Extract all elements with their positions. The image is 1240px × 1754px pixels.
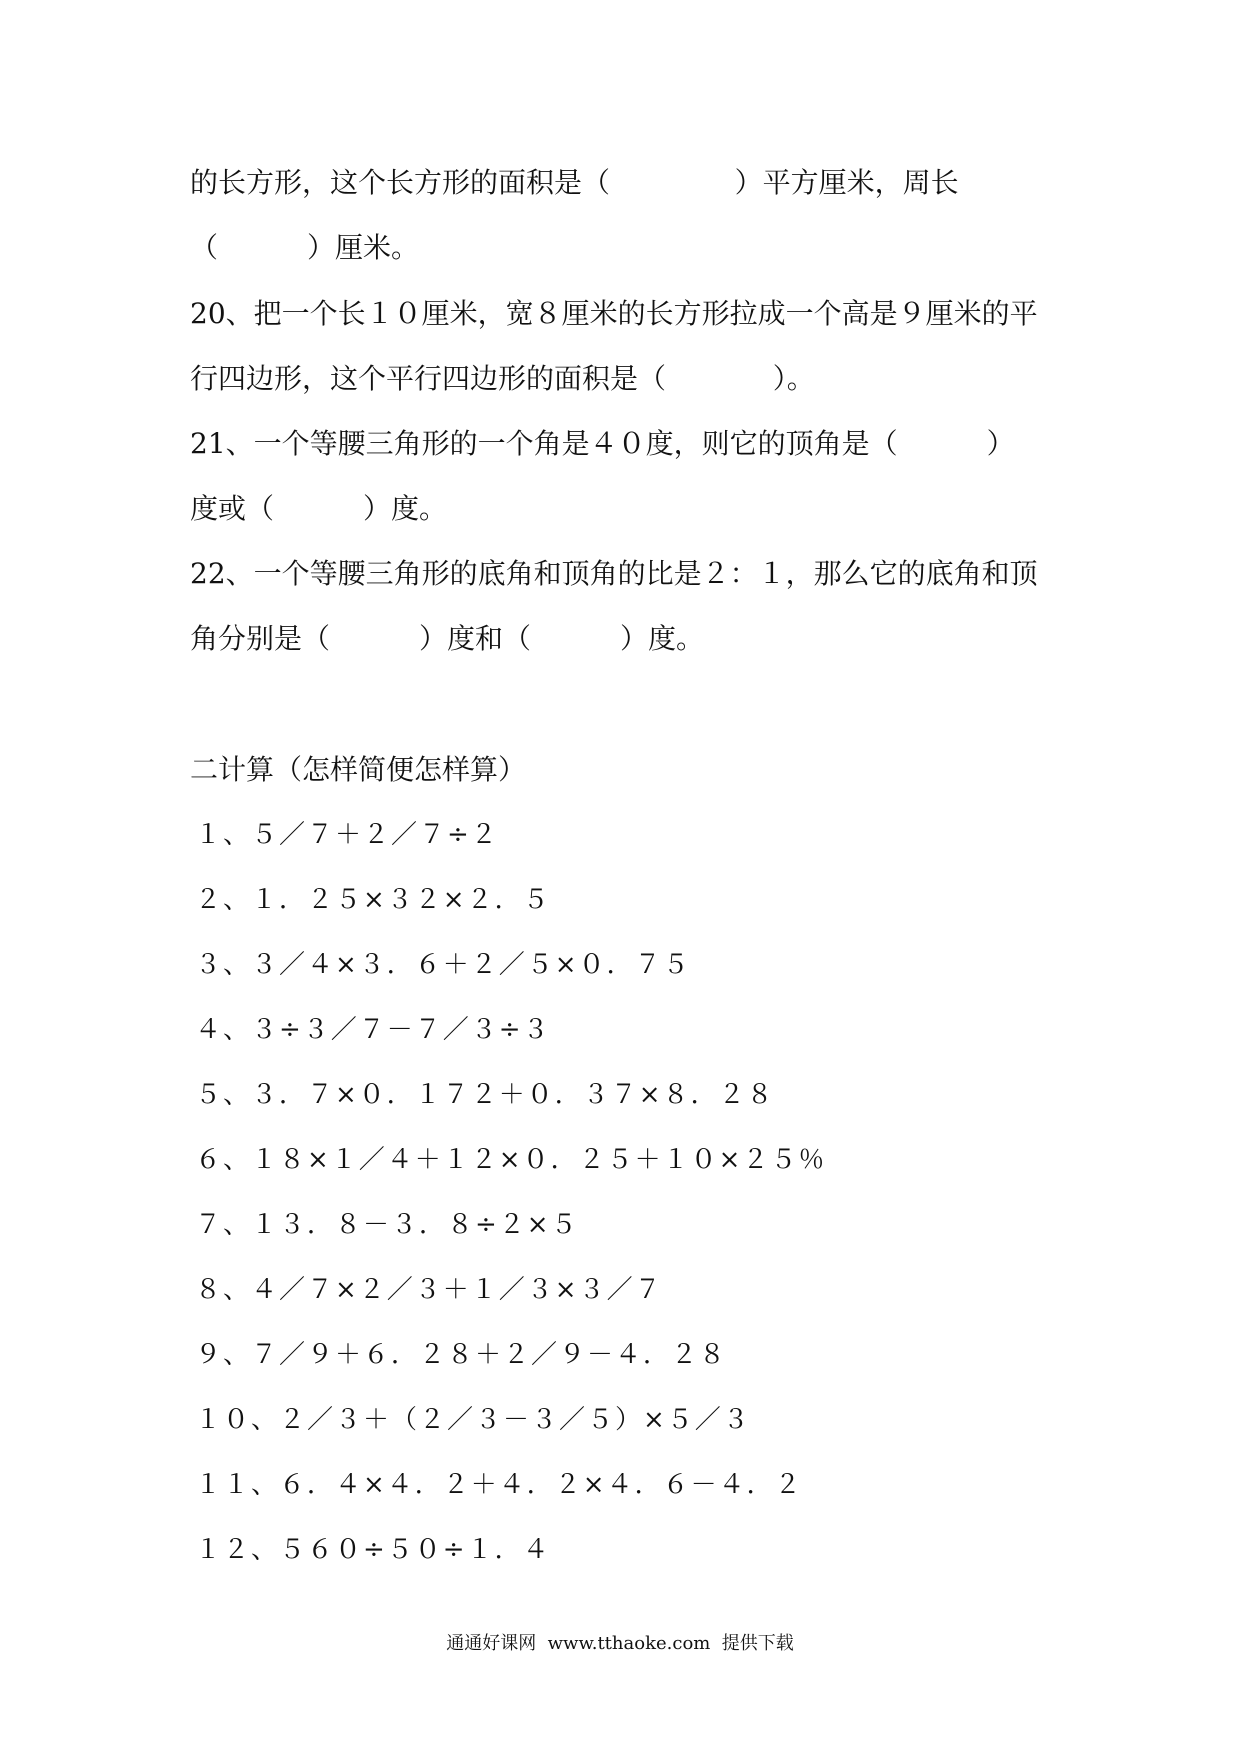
problem-19-line-1: 的长方形，这个长方形的面积是（ ）平方厘米，周长 [190,166,959,199]
problem-20-line-2: 行四边形，这个平行四边形的面积是（ ）。 [190,362,815,395]
calc-item-3: ３、３／４×３．６＋２／５×０．７５ [195,950,691,980]
calc-item-11: １１、６．４×４．２＋４．２×４．６－４．２ [195,1470,803,1500]
calc-item-1: １、５／７＋２／７÷２ [195,820,499,850]
calc-item-6: ６、１８×１／４＋１２×０．２５＋１０×２５％ [195,1145,827,1175]
calc-item-2: ２、１．２５×３２×２．５ [195,885,551,915]
section-2-title: 二计算（怎样简便怎样算） [190,753,527,786]
calc-item-8: ８、４／７×２／３＋１／３×３／７ [195,1275,663,1305]
problem-22-line-2: 角分别是（ ）度和（ ）度。 [190,622,705,655]
calc-item-4: ４、３÷３／７－７／３÷３ [195,1015,551,1045]
calc-item-12: １２、５６０÷５０÷１．４ [195,1535,551,1565]
calc-item-7: ７、１３．８－３．８÷２×５ [195,1210,579,1240]
problem-21-line-1: 21、一个等腰三角形的一个角是４０度，则它的顶角是（ ） [190,427,1015,460]
footer-credit: 通通好课网 www.tthaoke.com 提供下载 [446,1633,794,1654]
problem-19-line-2: （ ）厘米。 [190,231,420,264]
problem-21-line-2: 度或（ ）度。 [190,492,448,525]
calc-item-5: ５、３．７×０．１７２＋０．３７×８．２８ [195,1080,775,1110]
problem-20-line-1: 20、把一个长１０厘米，宽８厘米的长方形拉成一个高是９厘米的平 [190,297,1038,330]
problem-22-line-1: 22、一个等腰三角形的底角和顶角的比是２：１，那么它的底角和顶 [190,557,1038,590]
calc-item-9: ９、７／９＋６．２８＋２／９－４．２８ [195,1340,728,1370]
calc-item-10: １０、２／３＋（２／３－３／５）×５／３ [195,1405,751,1435]
